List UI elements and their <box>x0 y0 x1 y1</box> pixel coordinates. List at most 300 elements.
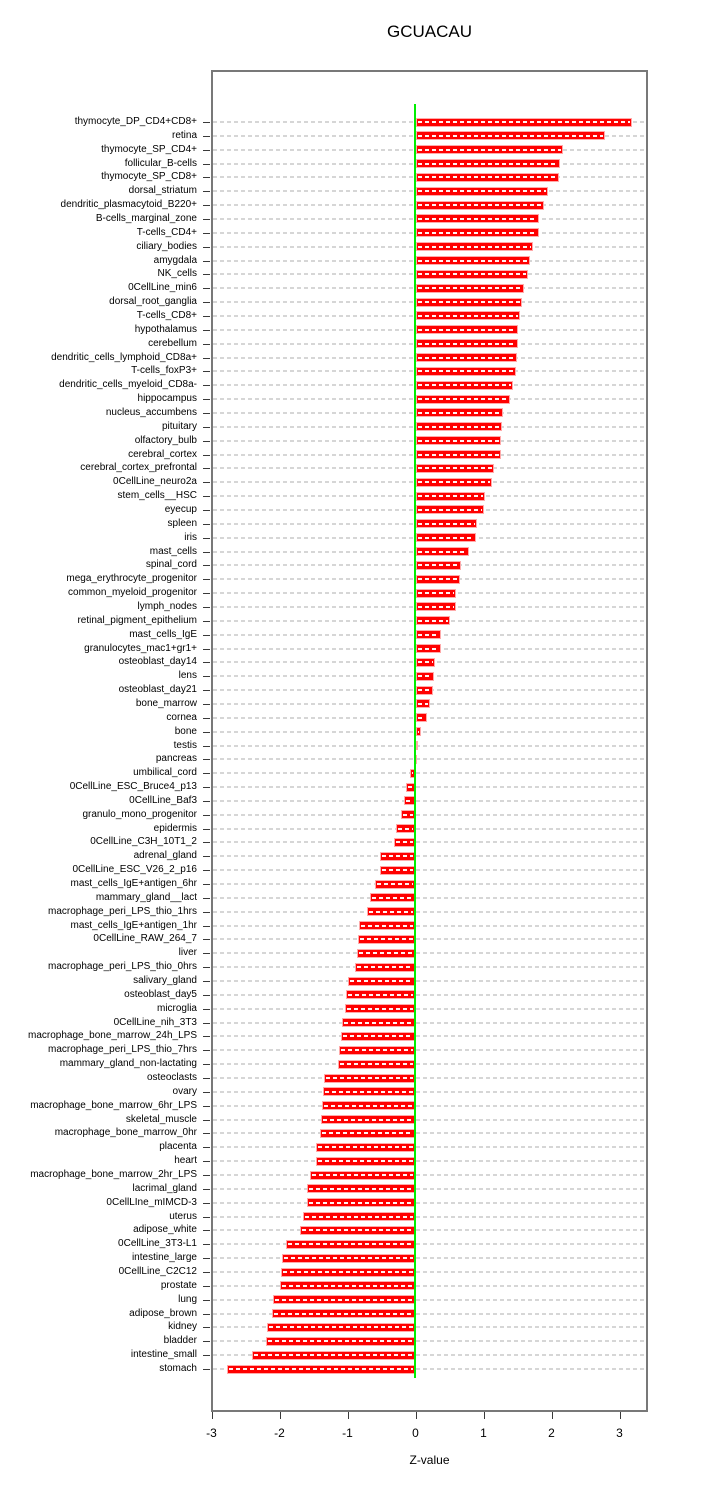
bar-mast_cells_IgE <box>416 630 442 639</box>
y-axis-tick <box>203 829 210 830</box>
x-axis-tick <box>416 1412 417 1419</box>
category-label: dorsal_striatum <box>128 185 197 197</box>
category-label: dendritic_cells_lymphoid_CD8a+ <box>51 351 197 363</box>
bar-0CellLine_C2C12 <box>281 1268 416 1277</box>
bar-nucleus_accumbens <box>416 408 504 417</box>
bar-stripe <box>341 1049 414 1051</box>
y-axis-tick <box>203 358 210 359</box>
category-label: microglia <box>156 1002 197 1014</box>
x-axis-tick <box>484 1412 485 1419</box>
bar-osteoclasts <box>324 1074 416 1083</box>
y-axis-tick <box>203 884 210 885</box>
category-label: mast_cells_IgE+antigen_6hr <box>70 878 197 890</box>
bar-dorsal_striatum <box>416 187 549 196</box>
y-axis-tick <box>203 746 210 747</box>
y-axis-tick <box>203 288 210 289</box>
bar-0CellLIne_mIMCD-3 <box>307 1198 416 1207</box>
y-axis-tick <box>203 1341 210 1342</box>
y-axis-tick <box>203 1369 210 1370</box>
bar-cornea <box>416 713 428 722</box>
category-label: thymocyte_SP_CD8+ <box>101 171 197 183</box>
gridline <box>213 855 645 857</box>
category-label: mast_cells <box>149 545 197 557</box>
category-label: 0CellLine_nih_3T3 <box>113 1016 197 1028</box>
bar-spleen <box>416 519 478 528</box>
category-label: cerebral_cortex <box>128 448 197 460</box>
x-axis-tick-label: 1 <box>480 1426 487 1440</box>
bar-stripe <box>372 897 414 899</box>
category-label: macrophage_peri_LPS_thio_0hrs <box>48 961 197 973</box>
bar-stripe <box>350 980 413 982</box>
bar-salivary_gland <box>348 977 415 986</box>
bar-stripe <box>282 1285 413 1287</box>
bar-stripe <box>418 509 482 511</box>
category-label: macrophage_bone_marrow_2hr_LPS <box>30 1169 197 1181</box>
category-label: osteoblast_day5 <box>124 988 197 1000</box>
gridline <box>213 1119 645 1121</box>
bar-iris <box>416 533 477 542</box>
bar-stripe <box>418 689 432 691</box>
y-axis-tick <box>203 718 210 719</box>
y-axis-tick <box>203 302 210 303</box>
gridline <box>213 1035 645 1037</box>
bar-stripe <box>347 1008 413 1010</box>
y-axis-tick <box>203 427 210 428</box>
bar-osteoblast_day21 <box>416 686 434 695</box>
gridline <box>213 1271 645 1273</box>
bar-stripe <box>418 329 517 331</box>
category-label: osteoblast_day21 <box>118 684 197 696</box>
category-label: 0CellLine_Baf3 <box>129 794 197 806</box>
category-label: skeletal_muscle <box>125 1113 197 1125</box>
bar-stripe <box>361 925 413 927</box>
bar-stripe <box>418 301 520 303</box>
bar-macrophage_peri_LPS_thio_1hrs <box>367 907 416 916</box>
y-axis-tick <box>203 856 210 857</box>
y-axis-tick <box>203 662 210 663</box>
x-axis-tick-label: 2 <box>548 1426 555 1440</box>
bar-liver <box>357 949 415 958</box>
bar-mast_cells_IgE+antigen_6hr <box>375 880 416 889</box>
bar-stripe <box>418 551 467 553</box>
y-axis-tick <box>203 773 210 774</box>
bar-macrophage_peri_LPS_thio_0hrs <box>355 963 416 972</box>
y-axis-tick <box>203 1327 210 1328</box>
category-label: 0CellLine_min6 <box>128 282 197 294</box>
bar-osteoblast_day5 <box>346 990 415 999</box>
category-label: retina <box>171 129 197 141</box>
bar-pituitary <box>416 422 502 431</box>
y-axis-tick <box>203 621 210 622</box>
gridline <box>213 1285 645 1287</box>
gridline <box>213 841 645 843</box>
category-label: pituitary <box>161 420 197 432</box>
category-label: ovary <box>172 1085 197 1097</box>
bar-thymocyte_SP_CD4+ <box>416 145 564 154</box>
bar-dendritic_plasmacytoid_B220+ <box>416 201 545 210</box>
category-label: osteoclasts <box>146 1072 197 1084</box>
bar-stripe <box>318 1160 414 1162</box>
y-axis-tick <box>203 538 210 539</box>
gridline <box>213 966 645 968</box>
bar-stripe <box>377 883 414 885</box>
bar-adipose_brown <box>272 1309 415 1318</box>
bar-stripe <box>418 606 454 608</box>
bar-stripe <box>418 260 528 262</box>
bar-stripe <box>398 828 413 830</box>
y-axis-tick <box>203 1147 210 1148</box>
bar-stripe <box>322 1132 413 1134</box>
bar-stripe <box>323 1119 414 1121</box>
category-label: stomach <box>159 1363 197 1374</box>
bar-stripe <box>418 121 630 123</box>
bar-macrophage_bone_marrow_2hr_LPS <box>310 1171 415 1180</box>
bar-0CellLine_neuro2a <box>416 478 492 487</box>
category-label: olfactory_bulb <box>134 434 197 446</box>
y-axis-tick <box>203 233 210 234</box>
y-axis-tick <box>203 842 210 843</box>
category-label: iris <box>184 531 197 543</box>
bar-intestine_small <box>252 1351 415 1360</box>
bar-lung <box>273 1295 416 1304</box>
bar-lymph_nodes <box>416 602 456 611</box>
bar-macrophage_bone_marrow_24h_LPS <box>341 1032 416 1041</box>
y-axis-tick <box>203 995 210 996</box>
bar-stripe <box>340 1063 414 1065</box>
category-label: mast_cells_IgE+antigen_1hr <box>70 919 197 931</box>
gridline <box>213 1049 645 1051</box>
bar-T-cells_foxP3+ <box>416 367 517 376</box>
x-axis-tick <box>620 1412 621 1419</box>
gridline <box>213 1188 645 1190</box>
bar-stripe <box>418 370 515 372</box>
y-axis-tick <box>203 1286 210 1287</box>
bar-mega_erythrocyte_progenitor <box>416 575 460 584</box>
category-label: umbilical_cord <box>133 767 197 779</box>
category-label: prostate <box>160 1279 197 1291</box>
bar-stripe <box>284 1257 413 1259</box>
y-axis-tick <box>203 122 210 123</box>
y-axis-tick <box>203 413 210 414</box>
bar-follicular_B-cells <box>416 159 560 168</box>
gridline <box>213 897 645 899</box>
y-axis-tick <box>203 1023 210 1024</box>
x-axis-tick-label: 3 <box>616 1426 623 1440</box>
bar-bladder <box>266 1337 416 1346</box>
category-label: placenta <box>159 1141 197 1153</box>
bar-0CellLine_3T3-L1 <box>286 1240 415 1249</box>
bar-stripe <box>418 495 483 497</box>
y-axis-tick <box>203 1230 210 1231</box>
category-label: ciliary_bodies <box>136 240 197 252</box>
y-axis-tick <box>203 1133 210 1134</box>
gridline <box>213 1243 645 1245</box>
category-label: macrophage_bone_marrow_24h_LPS <box>27 1030 197 1042</box>
bar-stripe <box>229 1368 413 1370</box>
bar-0CellLine_RAW_264_7 <box>358 935 415 944</box>
category-label: intestine_large <box>131 1252 197 1264</box>
x-axis-title: Z-value <box>409 1453 450 1467</box>
bar-stripe <box>418 592 455 594</box>
bar-stripe <box>254 1354 413 1356</box>
y-axis-tick <box>203 247 210 248</box>
x-axis-tick-label: -3 <box>206 1426 217 1440</box>
gridline <box>213 911 645 913</box>
bar-0CellLine_nih_3T3 <box>342 1018 415 1027</box>
y-axis-tick <box>203 981 210 982</box>
bar-stripe <box>418 620 448 622</box>
y-axis-tick <box>203 316 210 317</box>
y-axis-tick <box>203 150 210 151</box>
y-axis-tick <box>203 1314 210 1315</box>
y-axis-tick <box>203 1258 210 1259</box>
x-axis-tick-label: -1 <box>342 1426 353 1440</box>
y-axis-tick <box>203 136 210 137</box>
bar-stripe <box>302 1229 414 1231</box>
category-label: mammary_gland__lact <box>95 891 197 903</box>
bar-stripe <box>325 1091 413 1093</box>
bar-stripe <box>418 648 439 650</box>
category-label: osteoblast_day14 <box>118 656 197 668</box>
category-label: bone <box>174 725 197 737</box>
category-label: lymph_nodes <box>137 600 197 612</box>
category-label: common_myeloid_progenitor <box>68 587 197 599</box>
category-label: mast_cells_IgE <box>129 628 197 640</box>
category-label: epidermis <box>153 822 197 834</box>
bar-stripe <box>408 786 414 788</box>
bar-stripe <box>418 204 543 206</box>
category-label: mammary_gland_non-lactating <box>59 1058 197 1070</box>
bar-eyecup <box>416 505 484 514</box>
bar-layer <box>211 70 648 1412</box>
y-axis-tick <box>203 344 210 345</box>
category-label: adrenal_gland <box>133 850 197 862</box>
bar-0CellLine_C3H_10T1_2 <box>394 838 416 847</box>
bar-stripe <box>418 384 512 386</box>
bar-stripe <box>418 731 419 733</box>
gridline <box>213 1008 645 1010</box>
bar-T-cells_CD8+ <box>416 311 521 320</box>
y-axis-tick <box>203 274 210 275</box>
bar-dorsal_root_ganglia <box>416 298 522 307</box>
category-label: uterus <box>169 1210 197 1222</box>
category-label: kidney <box>168 1321 197 1333</box>
bar-stripe <box>369 911 414 913</box>
category-label: spinal_cord <box>145 559 197 571</box>
bar-stripe <box>406 800 414 802</box>
y-axis-tick <box>203 870 210 871</box>
bar-stripe <box>396 841 414 843</box>
bar-T-cells_CD4+ <box>416 228 539 237</box>
bar-mammary_gland__lact <box>370 893 416 902</box>
y-axis-tick <box>203 385 210 386</box>
x-axis-tick-label: -2 <box>274 1426 285 1440</box>
chart-title: GCUACAU <box>386 22 472 41</box>
category-label: lens <box>178 670 197 682</box>
y-axis-tick <box>203 565 210 566</box>
bar-cerebellum <box>416 339 518 348</box>
bar-olfactory_bulb <box>416 436 502 445</box>
bar-stripe <box>309 1202 414 1204</box>
bar-lacrimal_gland <box>307 1184 415 1193</box>
category-label: intestine_small <box>130 1349 197 1361</box>
bar-stripe <box>418 675 432 677</box>
gridline <box>213 772 645 774</box>
bar-macrophage_peri_LPS_thio_7hrs <box>339 1046 416 1055</box>
bar-thymocyte_SP_CD8+ <box>416 173 559 182</box>
category-label: 0CellLine_C2C12 <box>118 1266 197 1277</box>
category-label: T-cells_foxP3+ <box>131 365 197 377</box>
bar-stripe <box>382 869 413 871</box>
category-label: cerebral_cortex_prefrontal <box>80 462 197 474</box>
gridline <box>213 883 645 885</box>
y-axis-tick <box>203 1272 210 1273</box>
y-axis-tick <box>203 1050 210 1051</box>
category-label: granulocytes_mac1+gr1+ <box>84 642 197 654</box>
gridline <box>213 786 645 788</box>
y-axis-tick <box>203 815 210 816</box>
category-label: dendritic_plasmacytoid_B220+ <box>60 199 197 211</box>
y-axis-tick <box>203 261 210 262</box>
bar-uterus <box>303 1212 416 1221</box>
bar-stripe <box>318 1146 413 1148</box>
category-label: liver <box>178 947 197 959</box>
y-axis-tick <box>203 801 210 802</box>
gridline <box>213 994 645 996</box>
y-axis-tick <box>203 468 210 469</box>
bar-stripe <box>418 703 428 705</box>
bar-stripe <box>418 246 532 248</box>
category-label: testis <box>173 739 197 751</box>
category-label: eyecup <box>164 503 197 515</box>
x-axis-tick <box>280 1412 281 1419</box>
category-label: NK_cells <box>157 268 197 280</box>
bar-stem_cells__HSC <box>416 492 485 501</box>
bar-0CellLine_min6 <box>416 284 524 293</box>
bar-cerebral_cortex_prefrontal <box>416 464 494 473</box>
category-label: dendritic_cells_myeloid_CD8a- <box>59 379 197 391</box>
bar-heart <box>316 1157 416 1166</box>
y-axis-tick <box>203 732 210 733</box>
bar-ovary <box>323 1087 415 1096</box>
gridline <box>213 869 645 871</box>
bar-hippocampus <box>416 395 511 404</box>
y-axis-tick <box>203 635 210 636</box>
y-axis-tick <box>203 912 210 913</box>
y-axis-tick <box>203 1175 210 1176</box>
y-axis-tick <box>203 399 210 400</box>
y-axis-tick <box>203 953 210 954</box>
gridline <box>213 814 645 816</box>
bar-0CellLine_ESC_V26_2_p16 <box>380 866 415 875</box>
y-axis-tick <box>203 1120 210 1121</box>
category-label: macrophage_bone_marrow_6hr_LPS <box>30 1099 197 1111</box>
bar-stripe <box>309 1188 413 1190</box>
bar-stripe <box>418 149 562 151</box>
bar-spinal_cord <box>416 561 462 570</box>
category-label: hypothalamus <box>134 323 197 335</box>
y-axis-tick <box>203 510 210 511</box>
category-label: spleen <box>167 517 197 529</box>
gridline <box>213 1202 645 1204</box>
y-axis-tick <box>203 1036 210 1037</box>
y-axis-tick <box>203 330 210 331</box>
y-axis-tick <box>203 1106 210 1107</box>
bar-stripe <box>344 1022 413 1024</box>
y-axis-tick <box>203 1161 210 1162</box>
gridline <box>213 1105 645 1107</box>
category-label: mega_erythrocyte_progenitor <box>66 573 197 585</box>
y-axis-tick <box>203 939 210 940</box>
gridline <box>213 1216 645 1218</box>
bar-stripe <box>418 523 476 525</box>
y-axis-tick <box>203 219 210 220</box>
category-label: granulo_mono_progenitor <box>82 808 197 820</box>
bar-retina <box>416 131 606 140</box>
bar-stripe <box>305 1216 414 1218</box>
bar-cerebral_cortex <box>416 450 501 459</box>
y-axis-tick <box>203 607 210 608</box>
gridline <box>213 1077 645 1079</box>
bar-stripe <box>418 315 519 317</box>
bar-mast_cells_IgE+antigen_1hr <box>359 921 415 930</box>
y-axis-tick <box>203 191 210 192</box>
gridline <box>213 1160 645 1162</box>
bar-stripe <box>418 163 558 165</box>
bar-stripe <box>418 218 538 220</box>
bar-dendritic_cells_lymphoid_CD8a+ <box>416 353 517 362</box>
bar-stripe <box>324 1105 414 1107</box>
bar-macrophage_bone_marrow_6hr_LPS <box>322 1101 416 1110</box>
category-label: 0CellLine_ESC_V26_2_p16 <box>72 864 197 876</box>
category-label: 0CellLine_ESC_Bruce4_p13 <box>69 781 197 793</box>
bar-stripe <box>418 135 604 137</box>
bar-stripe <box>418 717 426 719</box>
y-axis-tick <box>203 205 210 206</box>
y-axis-tick <box>203 704 210 705</box>
gridline <box>213 800 645 802</box>
bar-stripe <box>288 1243 413 1245</box>
bar-stripe <box>418 454 499 456</box>
category-label: thymocyte_SP_CD4+ <box>101 143 197 155</box>
y-axis-tick <box>203 552 210 553</box>
gridline <box>213 1091 645 1093</box>
bar-bone_marrow <box>416 699 430 708</box>
bar-stripe <box>418 661 434 663</box>
category-label: lung <box>178 1293 197 1305</box>
bar-stripe <box>418 440 500 442</box>
bar-skeletal_muscle <box>321 1115 416 1124</box>
category-label: lacrimal_gland <box>132 1182 197 1194</box>
category-label: bladder <box>163 1335 197 1347</box>
category-label: macrophage_peri_LPS_thio_1hrs <box>48 905 197 917</box>
bar-amygdala <box>416 256 530 265</box>
gridline <box>213 1022 645 1024</box>
bar-microglia <box>345 1004 415 1013</box>
bar-stripe <box>418 481 490 483</box>
category-label: cornea <box>166 711 197 723</box>
y-axis-tick <box>203 1244 210 1245</box>
gridline <box>213 1229 645 1231</box>
x-axis-tick-label: 0 <box>412 1426 419 1440</box>
bar-stripe <box>418 564 460 566</box>
y-axis-tick <box>203 1217 210 1218</box>
gridline <box>213 980 645 982</box>
bar-stripe <box>418 273 526 275</box>
bar-stripe <box>418 578 458 580</box>
bar-adipose_white <box>300 1226 416 1235</box>
bar-stripe <box>359 952 413 954</box>
